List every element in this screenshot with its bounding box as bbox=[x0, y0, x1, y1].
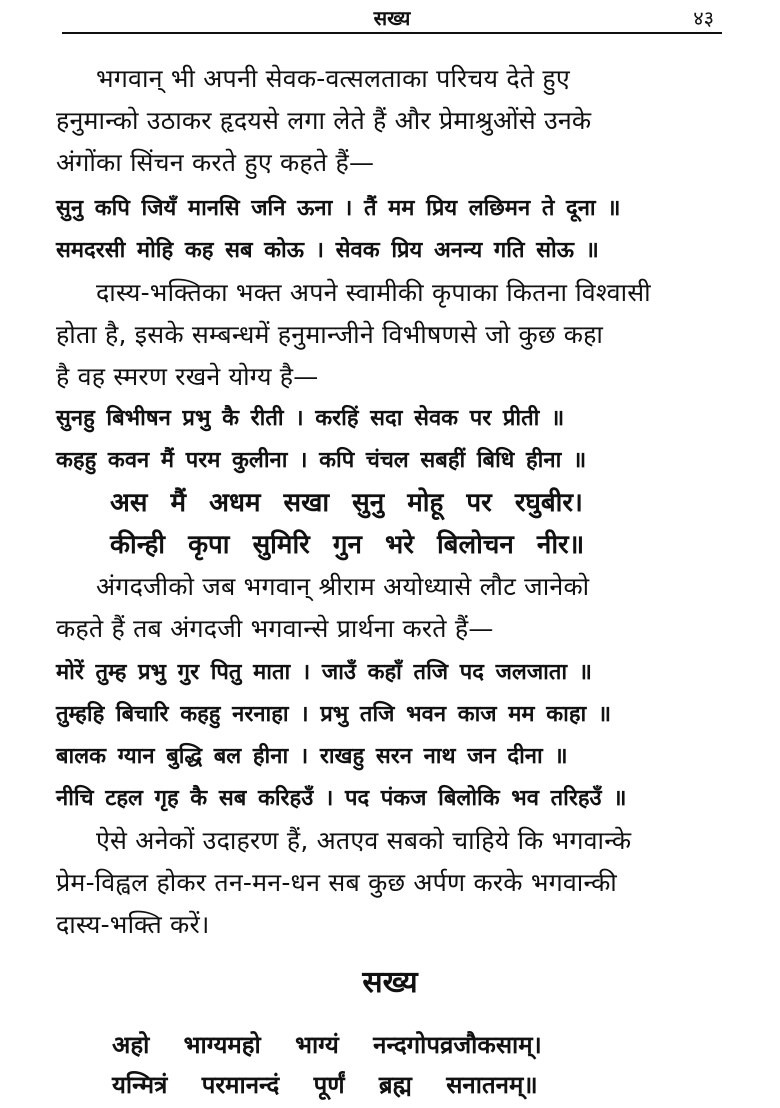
paragraph-line: अंगदजीको जब भगवान् श्रीराम अयोध्यासे लौट जानेको bbox=[96, 572, 590, 601]
paragraph-2 bbox=[56, 272, 726, 398]
verse-line: बालक ग्यान बुद्धि बल हीना । राखहु सरन नाथ जन दीना ॥ bbox=[56, 744, 568, 769]
chaupai-2 bbox=[56, 398, 726, 482]
verse-line: सुनु कपि जियँ मानसि जनि ऊना । तैं मम प्रिय लछिमन ते दूना ॥ bbox=[56, 196, 621, 221]
verse-line: कहहु कवन मैं परम कुलीना । कपि चंचल सबहीं बिधि हीना ॥ bbox=[56, 448, 587, 473]
paragraph-line: है वह स्मरण रखने योग्य है— bbox=[56, 362, 319, 391]
paragraph-line: हनुमान्को उठाकर हृदयसे लगा लेते हैं और प्रेमाश्रुओंसे उनके bbox=[56, 106, 592, 135]
doha-line: कीन्ही कृपा सुमिरि गुन भरे बिलोचन नीर॥ bbox=[110, 530, 585, 560]
verse-line: सुनहु बिभीषन प्रभु कै रीती । करहिं सदा सेवक पर प्रीती ॥ bbox=[56, 406, 565, 431]
verse-line: नीचि टहल गृह कै सब करिहउँ । पद पंकज बिलोकि भव तरिहउँ ॥ bbox=[56, 786, 627, 811]
page-header bbox=[62, 0, 722, 34]
chaupai-1 bbox=[56, 188, 726, 272]
paragraph-1 bbox=[56, 58, 726, 184]
paragraph-line: होता है, इसके सम्बन्धमें हनुमान्जीने विभीषणसे जो कुछ कहा bbox=[56, 320, 604, 349]
paragraph-line: ऐसे अनेकों उदाहरण हैं, अतएव सबको चाहिये कि भगवान्के bbox=[96, 826, 632, 855]
shloka bbox=[112, 1025, 692, 1105]
paragraph-line: भगवान् भी अपनी सेवक-वत्सलताका परिचय देते हुए bbox=[96, 64, 570, 93]
verse-line: समदरसी मोहि कह सब कोऊ । सेवक प्रिय अनन्य गति सोऊ ॥ bbox=[56, 238, 599, 263]
paragraph-line: दास्य-भक्तिका भक्त अपने स्वामीकी कृपाका कितना विश्वासी bbox=[96, 278, 651, 307]
verse-line: तुम्हहि बिचारि कहहु नरनाहा । प्रभु तजि भवन काज मम काहा ॥ bbox=[56, 702, 612, 727]
paragraph-line: प्रेम-विह्वल होकर तन-मन-धन सब कुछ अर्पण करके भगवान्की bbox=[56, 868, 617, 897]
paragraph-line: अंगोंका सिंचन करते हुए कहते हैं— bbox=[56, 148, 375, 177]
doha-line: अस मैं अधम सखा सुनु मोहू पर रघुबीर। bbox=[110, 488, 583, 518]
paragraph-4 bbox=[56, 820, 726, 946]
doha bbox=[110, 482, 690, 566]
header-rule bbox=[62, 32, 722, 34]
paragraph-3 bbox=[56, 566, 726, 650]
paragraph-line: कहते हैं तब अंगदजी भगवान्से प्रार्थना करते हैं— bbox=[56, 614, 494, 643]
verse-line: मोरें तुम्ह प्रभु गुर पितु माता । जाउँ कहाँ तजि पद जलजाता ॥ bbox=[56, 660, 592, 685]
page-number: ४३ bbox=[693, 6, 714, 30]
section-heading: सख्य bbox=[362, 965, 418, 1000]
chaupai-3 bbox=[56, 652, 726, 820]
running-title: सख्य bbox=[373, 6, 411, 30]
shloka-line: अहो भाग्यमहो भाग्यं नन्दगोपव्रजौकसाम्। bbox=[112, 1031, 542, 1059]
paragraph-line: दास्य-भक्ति करें। bbox=[56, 910, 210, 939]
shloka-line: यन्मित्रं परमानन्दं पूर्णं ब्रह्म सनातनम्॥ bbox=[112, 1071, 538, 1099]
